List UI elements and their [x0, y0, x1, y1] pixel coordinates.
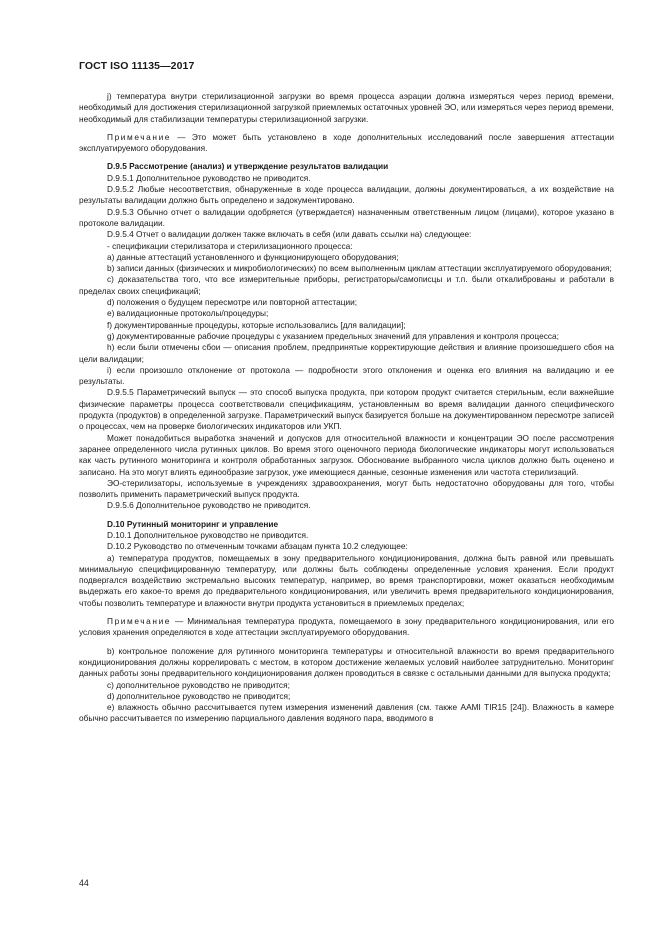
- paragraph-d102: D.10.2 Руководство по отмеченным точками абзацам пункта 10.2 следующее:: [107, 541, 408, 552]
- paragraph-d955-2: Может понадобиться выработка значений и допусков для относительной влажности и концентрации ЭО после рассмотрения заранее определенного числа рутинных циклов. Во время этого оценочного периода биологические индикаторы могут использоваться как часть рутинного мониторинга и контроля обработанных загрузок. Обоснование выбранного числа циклов должно быть оценено и записано. На это могут влиять единообразие загрузок, уже имеющиеся данные, сезонные изменения или частота стерилизаций.: [79, 432, 614, 477]
- note-text: — Минимальная температура продукта, помещаемого в зону предварительного кондиционирования, или его условия хранения определяются в ходе аттестации эксплуатируемого оборудования.: [79, 616, 614, 638]
- list-item-g: g) документированные рабочие процедуры с указанием предельных значений для управления и контроля процесса;: [107, 330, 559, 341]
- list-item-10-c: c) дополнительное руководство не приводится;: [107, 679, 290, 690]
- list-item-a: a) данные аттестаций установленного и функционирующего оборудования;: [107, 251, 399, 262]
- list-item-h: h) если были отмечены сбои — описания проблем, предпринятые корректирующие действия и влияние произошедшего сбоя на цели валидации;: [79, 342, 614, 364]
- paragraph-d954: D.9.5.4 Отчет о валидации должен также включать в себя (или давать ссылки на) следующее:: [107, 229, 472, 240]
- note-2: [79, 616, 614, 639]
- note-label: Примечание: [107, 616, 172, 627]
- paragraph-d952: D.9.5.2 Любые несоответствия, обнаруженные в ходе процесса валидации, должны документироваться, а их воздействие на результаты валидации должно быть определено и задокументировано.: [79, 184, 614, 206]
- section-heading-d95: D.9.5 Рассмотрение (анализ) и утверждение результатов валидации: [107, 161, 389, 172]
- list-item-i: i) если произошло отклонение от протокола — подробности этого отклонения и оценка его влияния на валидацию и ее результаты.: [79, 364, 614, 387]
- note-label: Примечание: [107, 131, 172, 142]
- list-item-10-d: d) дополнительное руководство не приводится;: [107, 690, 291, 701]
- note-text: — Это может быть установлено в ходе дополнительных исследований после завершения аттестации эксплуатируемого оборудования.: [79, 131, 614, 154]
- note-1: [79, 132, 614, 155]
- list-item-e: e) валидационные протоколы/процедуры;: [107, 308, 269, 319]
- paragraph-d955: D.9.5.5 Параметрический выпуск — это способ выпуска продукта, при котором продукт считается стерильным, если важнейшие физические параметры процесса соответствовали спецификациям, установленным во время валидации данного специфического продукта (продуктов) в определенной загрузке. Параметрический выпуск базируется больше на документированном пересмотре записей о процессах, чем на проверке биологических индикаторов или УКП.: [79, 387, 614, 432]
- document-header: ГОСТ ISO 11135—2017: [79, 60, 195, 72]
- paragraph-d956: D.9.5.6 Дополнительное руководство не приводится.: [107, 500, 311, 511]
- list-item-f: f) документированные процедуры, которые использовались [для валидации];: [107, 319, 406, 330]
- list-item-b: b) записи данных (физических и микробиологических) по всем выполненным циклам аттестации эксплуатируемого оборудования;: [107, 263, 612, 274]
- document-body: [79, 91, 614, 725]
- paragraph-d955-3: ЭО-стерилизаторы, используемые в учреждениях здравоохранения, могут быть недостаточно оборудованы для того, чтобы позволить применить параметрический выпуск продукта.: [79, 477, 614, 500]
- paragraph-d101: D.10.1 Дополнительное руководство не приводится.: [107, 529, 309, 540]
- list-item-10-a: a) температура продуктов, помещаемых в зону предварительного кондиционирования, должна быть равной или превышать минимальную специфицированную температуру, или должны быть соблюдены определенные условия хранения. Если продукт подвергался воздействию экстремально высоких температур, например, во время транспортировки, может оказаться необходимым выдержать его какое-то время до предварительного кондиционирования, или увеличить время предварительного кондиционирования, чтобы позволить температуре и влажности внутри продукта установиться в приемлемых пределах;: [79, 552, 614, 608]
- list-item-10-e: e) влажность обычно рассчитывается путем измерения изменений давления (см. также AAMI TIR15 [24]). Влажность в камере обычно рассчитывается по измерению парциального давления водяного пара, вводимого в: [79, 702, 614, 724]
- paragraph-d951: D.9.5.1 Дополнительное руководство не приводится.: [107, 172, 311, 183]
- page-number: 44: [79, 878, 89, 888]
- list-item-c: c) доказательства того, что все измерительные приборы, регистраторы/самописцы и т.п. были откалиброваны и работали в пределах своих спецификаций;: [79, 274, 614, 296]
- paragraph-d953: D.9.5.3 Обычно отчет о валидации одобряется (утверждается) назначенным ответственным лицом (лицами), которое указано в протоколе валидации.: [79, 206, 614, 228]
- list-item-d: d) положения о будущем пересмотре или повторной аттестации;: [107, 297, 358, 308]
- list-item-10-b: b) контрольное положение для рутинного мониторинга температуры и относительной влажности во время предварительного кондиционирования должны коррелировать с местом, в котором достижение желаемых условий наиболее затруднительно. Мониторинг данных работы зоны предварительного кондиционирования должен проводиться в связке с остальными данными для выпуска продукта;: [79, 645, 614, 679]
- section-heading-d10: D.10 Рутинный мониторинг и управление: [107, 518, 279, 529]
- paragraph-j: j) температура внутри стерилизационной загрузки во время процесса аэрации должна измеряться через период времени, необходимый для достижения стерилизационной загрузкой приемлемых остаточных уровней ЭО, или измеряться через период времени, необходимый для стабилизации температуры стерилизационной загрузки.: [79, 91, 614, 124]
- list-item-dash: - спецификации стерилизатора и стерилизационного процесса:: [107, 240, 353, 251]
